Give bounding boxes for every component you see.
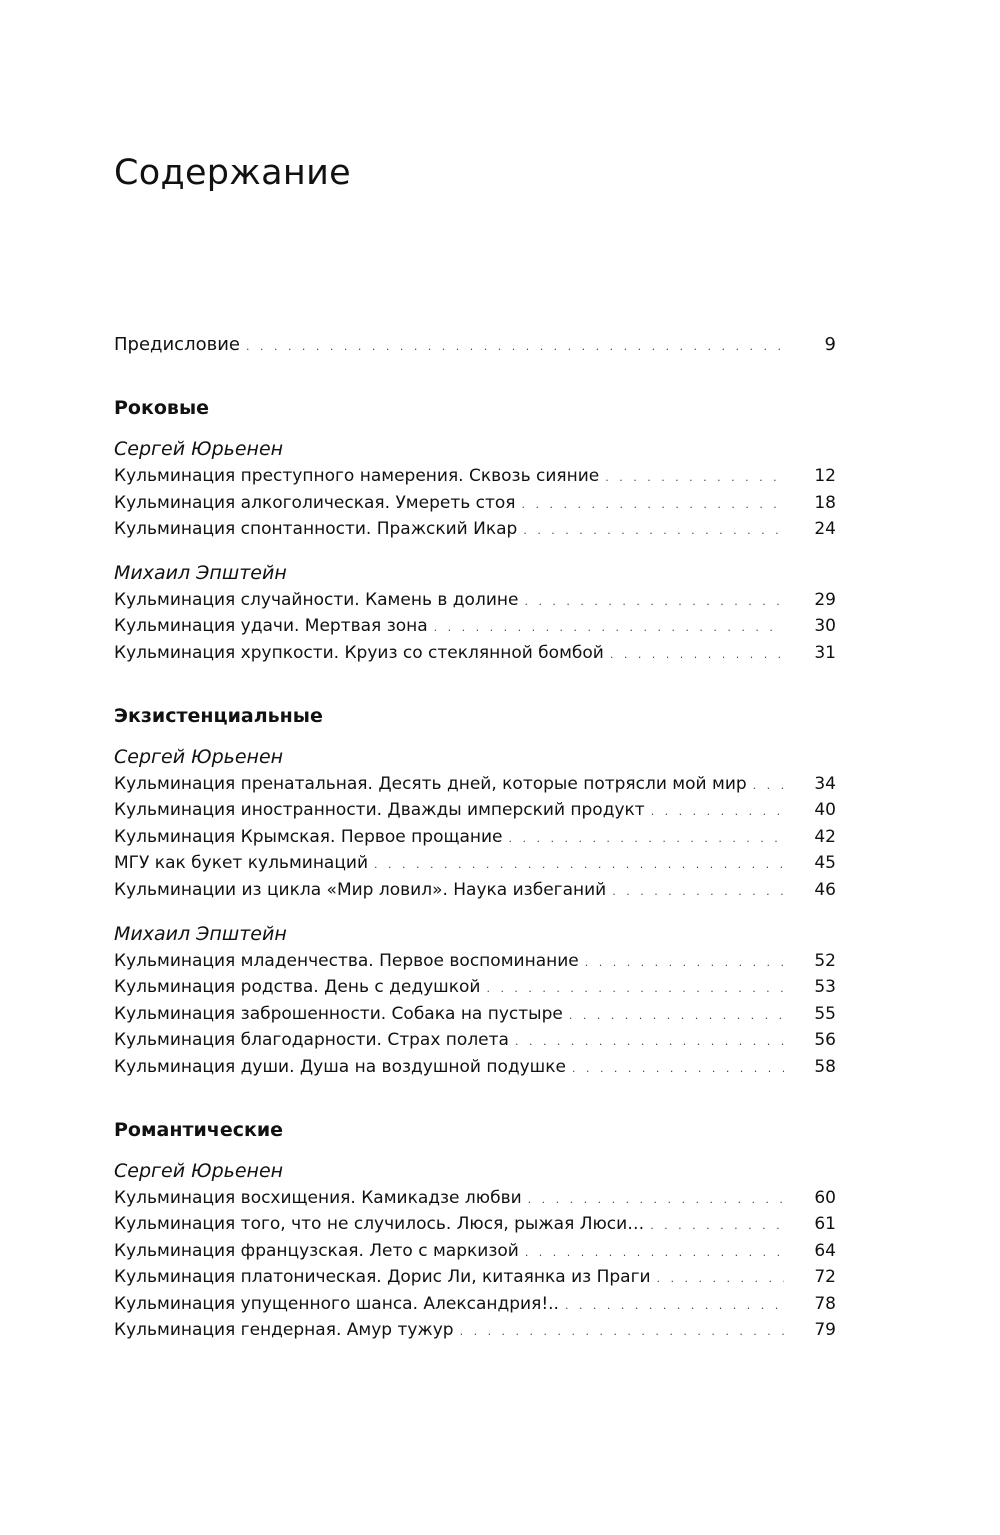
dot-leader bbox=[240, 331, 784, 361]
toc-entry-page: 61 bbox=[814, 1214, 836, 1235]
section-title: Роковые bbox=[114, 397, 210, 419]
dot-leader bbox=[509, 1027, 784, 1056]
dot-leader bbox=[606, 877, 784, 906]
toc-section bbox=[114, 1117, 836, 1345]
toc-entry-page: 55 bbox=[814, 1003, 836, 1024]
dot-leader bbox=[747, 771, 784, 800]
toc-entry-page: 45 bbox=[814, 853, 836, 874]
toc-entry-page: 18 bbox=[814, 492, 836, 513]
dot-leader bbox=[644, 1211, 784, 1240]
toc-entry[interactable] bbox=[114, 613, 836, 640]
table-of-contents bbox=[114, 331, 836, 1344]
section-title: Романтические bbox=[114, 1118, 284, 1141]
toc-entry[interactable] bbox=[114, 1027, 836, 1054]
toc-entry[interactable] bbox=[114, 1185, 836, 1212]
author-group bbox=[114, 435, 836, 543]
author-group bbox=[114, 743, 836, 904]
toc-entry-label: Кульминация иностранности. Дважды имперский продукт bbox=[114, 800, 645, 821]
dot-leader bbox=[645, 797, 784, 826]
author-name: Сергей Юрьенен bbox=[114, 745, 284, 768]
dot-leader bbox=[563, 1001, 784, 1030]
toc-entry-page: 24 bbox=[814, 519, 836, 540]
toc-entry-label: Кульминация преступного намерения. Сквозь сияние bbox=[114, 466, 600, 486]
toc-entry-page: 56 bbox=[814, 1030, 836, 1051]
toc-entry-page: 34 bbox=[814, 773, 836, 794]
toc-entry-page: 79 bbox=[814, 1320, 836, 1341]
toc-entry-label: Кульминация случайности. Камень в долине bbox=[114, 589, 519, 610]
toc-entry-label: Кульминация того, что не случилось. Люся, рыжая Люси… bbox=[114, 1214, 645, 1235]
author-group bbox=[114, 1157, 836, 1345]
author-group bbox=[114, 920, 836, 1081]
dot-leader bbox=[517, 516, 784, 545]
toc-entry-page: 12 bbox=[814, 466, 836, 486]
toc-section bbox=[114, 395, 836, 667]
toc-entry-page: 31 bbox=[814, 642, 836, 663]
toc-entry-label: Кульминация благодарности. Страх полета bbox=[114, 1030, 509, 1051]
dot-leader bbox=[516, 490, 784, 519]
toc-entry[interactable] bbox=[114, 824, 836, 851]
toc-entry-label: Кульминация восхищения. Камикадзе любви bbox=[114, 1187, 522, 1208]
toc-entry[interactable] bbox=[114, 850, 836, 877]
toc-section bbox=[114, 703, 836, 1081]
toc-entry-label: Кульминация платоническая. Дорис Ли, китаянка из Праги bbox=[114, 1267, 651, 1288]
toc-entry[interactable] bbox=[114, 1264, 836, 1291]
author-name: Михаил Эпштейн bbox=[114, 922, 287, 945]
toc-entry-label: Кульминация хрупкости. Круиз со стеклянной бомбой bbox=[114, 642, 604, 663]
toc-entry[interactable] bbox=[114, 974, 836, 1001]
dot-leader bbox=[368, 850, 784, 879]
toc-entry-label: Кульминация гендерная. Амур тужур bbox=[114, 1320, 454, 1341]
dot-leader bbox=[519, 1238, 784, 1267]
dot-leader bbox=[604, 640, 784, 669]
section-title: Экзистенциальные bbox=[114, 704, 323, 727]
toc-entry[interactable] bbox=[114, 516, 836, 543]
dot-leader bbox=[454, 1317, 784, 1346]
toc-entry-page: 30 bbox=[814, 616, 836, 637]
toc-entry[interactable] bbox=[114, 948, 836, 975]
dot-leader bbox=[480, 974, 784, 1003]
toc-entry[interactable] bbox=[114, 490, 836, 517]
toc-entry-page: 52 bbox=[814, 950, 836, 971]
toc-entry-label: Кульминация французская. Лето с маркизой bbox=[114, 1240, 519, 1261]
toc-entry[interactable] bbox=[114, 1291, 836, 1318]
toc-entry-page: 42 bbox=[814, 826, 836, 847]
toc-entry-label: Кульминация удачи. Мертвая зона bbox=[114, 616, 428, 637]
dot-leader bbox=[566, 1054, 784, 1083]
toc-entry-label: Кульминация души. Душа на воздушной подушке bbox=[114, 1056, 566, 1077]
toc-entry-page: 53 bbox=[814, 977, 836, 998]
dot-leader bbox=[579, 948, 784, 977]
dot-leader bbox=[518, 587, 784, 616]
dot-leader bbox=[651, 1264, 784, 1293]
toc-entry[interactable] bbox=[114, 1001, 836, 1028]
toc-entry[interactable] bbox=[114, 797, 836, 824]
toc-entry-page: 64 bbox=[814, 1240, 836, 1261]
toc-entry-label: Кульминация упущенного шанса. Александрия!.. bbox=[114, 1293, 559, 1314]
toc-entry-page: 58 bbox=[814, 1056, 836, 1077]
dot-leader bbox=[599, 463, 784, 492]
toc-entry-label: МГУ как букет кульминаций bbox=[114, 853, 369, 874]
author-name: Сергей Юрьенен bbox=[114, 1159, 284, 1182]
toc-entry-label: Кульминация младенчества. Первое воспоминание bbox=[114, 950, 579, 971]
toc-entry-label: Кульминация спонтанности. Пражский Икар bbox=[114, 519, 518, 540]
toc-entry-label: Кульминация пренатальная. Десять дней, которые потрясли мой мир bbox=[114, 773, 747, 794]
toc-entry[interactable] bbox=[114, 1054, 836, 1081]
toc-entry-label: Кульминация родства. День с дедушкой bbox=[114, 977, 481, 998]
toc-entry[interactable] bbox=[114, 587, 836, 614]
toc-entry-page: 60 bbox=[814, 1187, 836, 1208]
toc-entry-page: 46 bbox=[814, 879, 836, 900]
toc-entry[interactable] bbox=[114, 1238, 836, 1265]
toc-entry-label: Кульминация алкоголическая. Умереть стоя bbox=[114, 492, 516, 513]
dot-leader bbox=[559, 1291, 784, 1320]
toc-entry-page: 29 bbox=[814, 589, 836, 610]
author-group bbox=[114, 559, 836, 667]
page-title: Содержание bbox=[114, 153, 351, 193]
toc-entry-label: Кульминации из цикла «Мир ловил». Наука избеганий bbox=[114, 879, 607, 900]
dot-leader bbox=[503, 824, 784, 853]
toc-entry[interactable] bbox=[114, 463, 836, 490]
dot-leader bbox=[428, 613, 784, 642]
author-name: Михаил Эпштейн bbox=[114, 561, 287, 584]
toc-entry-label: Предисловие bbox=[114, 334, 240, 355]
toc-entry-label: Кульминация заброшенности. Собака на пустыре bbox=[114, 1003, 563, 1024]
toc-entry[interactable] bbox=[114, 877, 836, 904]
toc-entry-page: 78 bbox=[814, 1293, 836, 1314]
toc-entry[interactable] bbox=[114, 1317, 836, 1344]
toc-entry[interactable] bbox=[114, 1211, 836, 1238]
toc-entry-page: 40 bbox=[814, 800, 836, 821]
author-name: Сергей Юрьенен bbox=[114, 438, 284, 460]
dot-leader bbox=[522, 1185, 784, 1214]
toc-entry-label: Кульминация Крымская. Первое прощание bbox=[114, 826, 503, 847]
toc-entry[interactable] bbox=[114, 640, 836, 667]
toc-entry-page: 9 bbox=[824, 334, 836, 355]
toc-entry[interactable] bbox=[114, 771, 836, 798]
toc-entry-preface[interactable] bbox=[114, 331, 836, 359]
toc-entry-page: 72 bbox=[814, 1267, 836, 1288]
